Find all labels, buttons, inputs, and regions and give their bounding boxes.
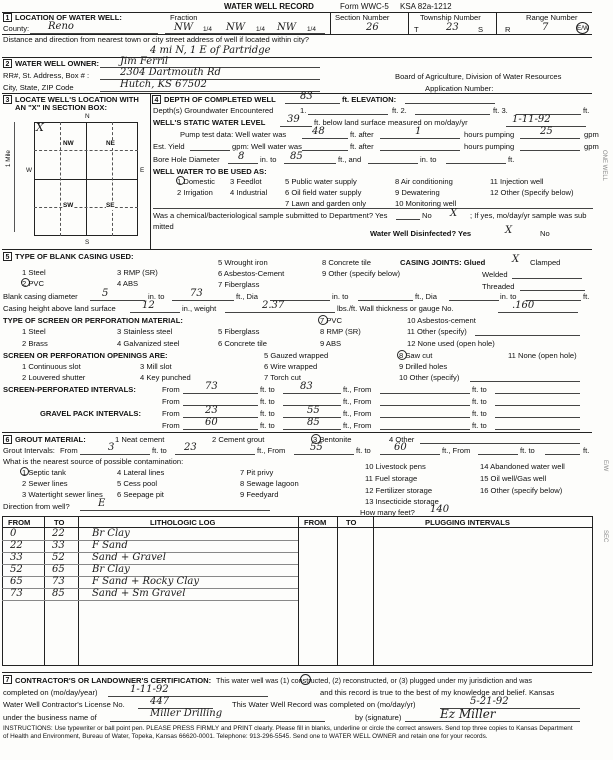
gravel-ft-to-2: ft. to [260, 421, 275, 430]
north-label: N [85, 113, 90, 120]
grout-to-2[interactable]: 60 [394, 442, 407, 453]
log-to-header: TO [54, 518, 65, 527]
how-many-label: How many feet? [360, 508, 415, 517]
grout-ft-to-3: ft. to [520, 446, 535, 455]
contam-15[interactable]: 15 Oil well/Gas well [480, 474, 547, 483]
completed-value[interactable]: 1-11-92 [130, 684, 169, 695]
groundwater-label: Depth(s) Groundwater Encountered [153, 106, 274, 115]
screen-int-ft-to-2: ft. to [260, 397, 275, 406]
use-11[interactable]: 11 Injection well [490, 177, 544, 186]
casing-1[interactable]: 1 Steel [22, 268, 46, 277]
diameter-value[interactable]: 5 [102, 288, 109, 299]
screen-3[interactable]: 3 Stainless steel [117, 327, 173, 336]
log-lithologic-header: LITHOLOGIC LOG [150, 518, 216, 527]
diameter-in-to-3: in. to [500, 292, 517, 301]
gravel-ft-to-1b: ft. to [472, 409, 487, 418]
opening-8[interactable]: 8 Saw cut [399, 351, 433, 360]
screen-12[interactable]: 12 None used (open hole) [407, 339, 495, 348]
gravel-to-value-1[interactable]: 55 [307, 405, 320, 416]
how-many-value[interactable]: 140 [430, 504, 450, 515]
location-label: LOCATION OF WATER WELL: [15, 13, 122, 22]
address-value[interactable]: 2304 Dartmouth Rd [120, 67, 221, 78]
screen-int-ft-from-2: ft., From [343, 397, 372, 406]
contam-12[interactable]: 12 Fertilizer storage [365, 486, 433, 495]
contam-4[interactable]: 4 Lateral lines [117, 468, 165, 477]
use-1[interactable]: 1 Domestic [177, 177, 215, 186]
pump-value[interactable]: 48 [312, 126, 325, 137]
opening-3[interactable]: 3 Mill slot [140, 362, 172, 371]
grout-intervals-label: Grout Intervals: [3, 446, 55, 455]
signature-value[interactable]: Ez Miller [440, 707, 496, 721]
screen-11[interactable]: 11 Other (specify) [407, 327, 467, 336]
fraction-2-value[interactable]: NW [226, 22, 246, 33]
depth-label: DEPTH OF COMPLETED WELL [164, 95, 276, 104]
est-yield-label: Est. Yield [153, 142, 185, 151]
contam-1[interactable]: 1 Septic tank [22, 468, 66, 477]
ksa-number: KSA 82a-1212 [400, 2, 452, 11]
opening-10[interactable]: 10 Other (specify) [399, 373, 460, 382]
screen-int-from-2: From [162, 397, 180, 406]
grout-ft-end: ft. [583, 446, 590, 455]
grout-ft-to-2: ft. to [356, 446, 371, 455]
section-3-number: 3 [3, 95, 12, 104]
log-row-from: 52 [10, 564, 23, 575]
distance-value[interactable]: 4 mi N, 1 E of Partridge [150, 45, 271, 56]
gravel-from-1: From [162, 409, 180, 418]
static-label: WELL'S STATIC WATER LEVEL [153, 118, 266, 127]
sample-if: ; If yes, mo/day/yr sample was sub [470, 211, 587, 220]
quadrant-sw: SW [63, 202, 74, 209]
contam-2[interactable]: 2 Sewer lines [22, 479, 68, 488]
grout-3[interactable]: 3 Bentonite [313, 435, 352, 444]
location-x-mark: X [36, 121, 44, 134]
casing-2[interactable]: 2 PVC [22, 279, 44, 288]
contam-3[interactable]: 3 Watertight sewer lines [22, 490, 103, 499]
record-text: This Water Well Record was completed on (mo/day/yr) [232, 700, 416, 709]
log-row-desc: Br Clay [92, 564, 130, 575]
joints-welded[interactable]: Welded [482, 270, 508, 279]
contamination-label: What is the nearest source of possible contamination: [3, 457, 184, 466]
form-number: Form WWC-5 [340, 2, 389, 11]
quadrant-se: SE [106, 202, 115, 209]
pump-ft-after: ft. after [350, 130, 374, 139]
height-in-weight: in., weight [182, 304, 217, 313]
edge-mark-3: SEC [602, 530, 608, 543]
mile-label: 1 Mile [5, 150, 12, 168]
business-value[interactable]: Miller Drilling [150, 708, 223, 719]
quadrant-ne: NE [106, 140, 115, 147]
range-r: R [505, 25, 511, 34]
sample-no: No [422, 211, 432, 220]
casing-5[interactable]: 5 Wrought iron [218, 258, 268, 267]
owner-label: WATER WELL OWNER: [15, 59, 100, 68]
grout-1[interactable]: 1 Neat cement [115, 435, 165, 444]
grout-ft-to-1: ft. to [152, 446, 167, 455]
gravel-to-value-2[interactable]: 85 [307, 417, 320, 428]
certification-label: CONTRACTOR'S OR LANDOWNER'S CERTIFICATION: [15, 676, 212, 685]
use-label: WELL WATER TO BE USED AS: [153, 167, 267, 176]
diameter-to[interactable]: 73 [190, 288, 203, 299]
screen-5[interactable]: 5 Fiberglass [218, 327, 260, 336]
city-value[interactable]: Hutch, KS 67502 [120, 79, 207, 90]
joints-x[interactable]: X [512, 254, 520, 265]
log-row-from: 22 [10, 540, 23, 551]
casing-9[interactable]: 9 Other (specify below) [322, 269, 401, 278]
pump-gpm: gpm [584, 130, 599, 139]
est-gpm-label: gpm: Well water was [232, 142, 302, 151]
section-2-number: 2 [3, 59, 12, 68]
edge-mark-2: E/W [602, 460, 608, 472]
diameter-ft-end: ft. [583, 292, 590, 301]
screen-9[interactable]: 9 ABS [320, 339, 342, 348]
log-row-desc: Sand + Gravel [92, 552, 166, 563]
casing-7[interactable]: 7 Fiberglass [218, 280, 260, 289]
log-row-desc: F Sand + Rocky Clay [92, 576, 200, 587]
fraction-1-value[interactable]: NW [174, 22, 194, 33]
use-4[interactable]: 4 Industrial [230, 188, 268, 197]
screen-10[interactable]: 10 Asbestos-cement [407, 316, 476, 325]
static-text: ft. below land surface measured on mo/day/yr [314, 118, 468, 127]
depth-value[interactable]: 83 [300, 91, 313, 102]
diameter-in-to: in. to [148, 292, 165, 301]
owner-value[interactable]: Jim Ferril [120, 56, 169, 67]
plugging-header: PLUGGING INTERVALS [425, 518, 510, 527]
gravel-ft-to-1: ft. to [260, 409, 275, 418]
plug-to-header: TO [346, 518, 357, 527]
joints-threaded[interactable]: Threaded [482, 282, 515, 291]
contam-14[interactable]: 14 Abandoned water well [480, 462, 565, 471]
range-label: Range Number [526, 13, 578, 22]
county-label: County: [3, 24, 30, 33]
est-hours-pumping: hours pumping [464, 142, 515, 151]
quarter-mark-3: 1/4 [307, 26, 316, 33]
section-4-number: 4 [152, 95, 161, 104]
log-row-from: 65 [10, 576, 23, 587]
bore-value[interactable]: 8 [238, 151, 245, 162]
grout-ft-from-1: ft., From [257, 446, 286, 455]
instructions-line-2: of Health and Environment, Bureau of Water, Topeka, Kansas 66620-0001. Telephone: 913-296-5545. Send one to WATER WELL OWNER and retain one for your records. [3, 733, 488, 740]
static-date[interactable]: 1-11-92 [512, 114, 551, 125]
county-value[interactable]: Reno [48, 21, 74, 32]
grout-2[interactable]: 2 Cement grout [212, 435, 265, 444]
grout-from-1[interactable]: 3 [108, 442, 115, 453]
casing-3[interactable]: 3 RMP (SR) [117, 268, 158, 277]
signature-label: by (signature) [355, 713, 402, 722]
bore-to[interactable]: 85 [290, 151, 303, 162]
log-row-to: 52 [52, 552, 65, 563]
gw-ft: ft. [583, 106, 590, 115]
opening-9[interactable]: 9 Drilled holes [399, 362, 448, 371]
township-label: Township Number [420, 13, 481, 22]
address-label: RR#, St. Address, Box # : [3, 71, 90, 80]
use-5[interactable]: 5 Public water supply [285, 177, 357, 186]
range-ew[interactable]: E/W [577, 25, 590, 32]
contam-10[interactable]: 10 Livestock pens [365, 462, 426, 471]
log-row-from: 73 [10, 588, 23, 599]
mitted-label: mitted [153, 222, 174, 231]
casing-4[interactable]: 4 ABS [117, 279, 139, 288]
est-ft-after: ft. after [350, 142, 374, 151]
screen-int-ft-from-1: ft., From [343, 385, 372, 394]
business-label: under the business name of [3, 713, 97, 722]
completed-text: and this record is true to the best of my knowledge and belief. Kansas [320, 688, 555, 697]
weight-value[interactable]: 2.37 [262, 300, 285, 311]
screen-label: TYPE OF SCREEN OR PERFORATION MATERIAL: [3, 316, 183, 325]
city-label: City, State, ZIP Code [3, 83, 74, 92]
south-label: S [85, 239, 90, 246]
license-value[interactable]: 447 [150, 696, 170, 707]
height-label: Casing height above land surface [3, 304, 116, 313]
log-row-to: 33 [52, 540, 65, 551]
use-10[interactable]: 10 Monitoring well [395, 199, 457, 208]
grout-to-1[interactable]: 23 [184, 442, 197, 453]
use-2[interactable]: 2 Irrigation [177, 188, 213, 197]
screen-int-ft-to-1: ft. to [260, 385, 275, 394]
bore-ft-and: ft., and [338, 155, 362, 164]
elevation-label: ft. ELEVATION: [342, 95, 397, 104]
gw-3: ft. 3. [493, 106, 508, 115]
use-9[interactable]: 9 Dewatering [395, 188, 440, 197]
casing-label: TYPE OF BLANK CASING USED: [15, 252, 134, 261]
completed-label: completed on (mo/day/year) [3, 688, 98, 697]
screen-6[interactable]: 6 Concrete tile [218, 339, 267, 348]
direction-value[interactable]: E [98, 498, 106, 509]
joints-clamped[interactable]: Clamped [530, 258, 561, 267]
casing-8[interactable]: 8 Concrete tile [322, 258, 371, 267]
township-t: T [414, 25, 419, 34]
gravel-ft-from-2: ft., From [343, 421, 372, 430]
pump-hours[interactable]: 1 [415, 126, 422, 137]
use-8[interactable]: 8 Air conditioning [395, 177, 453, 186]
section-5-number: 5 [3, 252, 12, 261]
disinfected-no: No [540, 229, 550, 238]
log-row-desc: Sand + Sm Gravel [92, 588, 186, 599]
log-from-header: FROM [8, 518, 31, 527]
distance-label: Distance and direction from nearest town or city street address of well if located within city? [3, 35, 309, 44]
pump-label: Pump test data: Well water was [180, 130, 287, 139]
contam-7[interactable]: 7 Pit privy [240, 468, 274, 477]
opening-1[interactable]: 1 Continuous slot [22, 362, 81, 371]
direction-label: Direction from well? [3, 502, 70, 511]
form-title: WATER WELL RECORD [224, 2, 314, 11]
log-row-to: 73 [52, 576, 65, 587]
disinfected-label: Water Well Disinfected? Yes [370, 229, 472, 238]
pump-hours-pumping: hours pumping [464, 130, 515, 139]
locate-label-2: AN "X" IN SECTION BOX: [15, 103, 108, 112]
fraction-3-value[interactable]: NW [277, 22, 297, 33]
est-gpm: gpm [584, 142, 599, 151]
grout-4[interactable]: 4 Other [389, 435, 415, 444]
instructions-line-1: INSTRUCTIONS: Use typewriter or ball point pen. PLEASE PRESS FIRMLY and PRINT clearly. Please fill in blanks, underline or circle the correct answers. Send top three copies to Kansas Department [3, 725, 573, 732]
use-12[interactable]: 12 Other (Specify below) [490, 188, 574, 197]
gravel-ft-from-1: ft., From [343, 409, 372, 418]
openings-label: SCREEN OR PERFORATION OPENINGS ARE: [3, 351, 168, 360]
joints-label: CASING JOINTS: Glued [400, 258, 486, 267]
quarter-mark-1: 1/4 [203, 26, 212, 33]
diameter-label: Blank casing diameter [3, 292, 78, 301]
west-label: W [26, 167, 33, 174]
log-row-desc: Br Clay [92, 528, 130, 539]
use-6[interactable]: 6 Oil field water supply [285, 188, 362, 197]
contam-13[interactable]: 13 Insecticide storage [365, 497, 439, 506]
diameter-in-to-2: in. to [332, 292, 349, 301]
edge-mark-1: ONE WELL [601, 150, 607, 182]
section-7-number: 7 [3, 675, 12, 684]
screen-int-from-1: From [162, 385, 180, 394]
board-label: Board of Agriculture, Division of Water Resources [395, 72, 562, 81]
section-number-label: Section Number [335, 13, 390, 22]
use-7[interactable]: 7 Lawn and garden only [285, 199, 367, 208]
screen-int-ft-to-1b: ft. to [472, 385, 487, 394]
bore-in-to: in. to [260, 155, 277, 164]
log-row-to: 85 [52, 588, 65, 599]
log-row-to: 22 [52, 528, 65, 539]
gauge-value[interactable]: .160 [512, 300, 535, 311]
gravel-from-value-2[interactable]: 60 [205, 417, 218, 428]
township-value[interactable]: 23 [446, 22, 459, 33]
pump-gpm-value[interactable]: 25 [540, 126, 553, 137]
log-row-to: 65 [52, 564, 65, 575]
disinfected-x[interactable]: X [505, 225, 513, 236]
opening-6[interactable]: 6 Wire wrapped [264, 362, 318, 371]
screen-8[interactable]: 8 RMP (SR) [320, 327, 361, 336]
log-row-from: 33 [10, 552, 23, 563]
contam-5[interactable]: 5 Cess pool [117, 479, 158, 488]
contam-6[interactable]: 6 Seepage pit [117, 490, 164, 499]
quadrant-nw: NW [63, 140, 74, 147]
certification-text: This water well was (1) constructed, (2) reconstructed, or (3) plugged under my jurisdiction and was [216, 676, 532, 685]
opening-11[interactable]: 11 None (open hole) [508, 351, 577, 360]
contam-16[interactable]: 16 Other (specify below) [480, 486, 563, 495]
section-1-number: 1 [3, 13, 12, 22]
sample-label: Was a chemical/bacteriological sample submitted to Department? Yes [153, 211, 388, 220]
bore-ft: ft. [508, 155, 515, 164]
gravel-label: GRAVEL PACK INTERVALS: [40, 409, 141, 418]
gravel-from-value-1[interactable]: 23 [205, 405, 218, 416]
record-value[interactable]: 5-21-92 [470, 696, 509, 707]
township-s: S [478, 25, 484, 34]
screen-int-ft-to-2b: ft. to [472, 397, 487, 406]
height-value[interactable]: 12 [142, 300, 155, 311]
use-3[interactable]: 3 Feedlot [230, 177, 262, 186]
fraction-label: Fraction [170, 13, 198, 22]
log-row-from: 0 [10, 528, 17, 539]
screen-2[interactable]: 2 Brass [22, 339, 48, 348]
quarter-mark-2: 1/4 [256, 26, 265, 33]
static-value[interactable]: 39 [287, 114, 300, 125]
log-row-desc: F Sand [92, 540, 128, 551]
bore-label: Bore Hole Diameter [153, 155, 220, 164]
contam-8[interactable]: 8 Sewage lagoon [240, 479, 299, 488]
grout-label: GROUT MATERIAL: [15, 435, 86, 444]
opening-5[interactable]: 5 Gauzed wrapped [264, 351, 329, 360]
grout-from-word: From [60, 446, 78, 455]
plug-from-header: FROM [304, 518, 327, 527]
gw-1: 1. [300, 106, 307, 115]
application-label: Application Number: [425, 84, 494, 93]
range-value[interactable]: 7 [542, 22, 549, 33]
section-number-value[interactable]: 26 [366, 22, 379, 33]
screen-to-value[interactable]: 83 [300, 381, 313, 392]
diameter-ft-dia-2: ft., Dia [415, 292, 437, 301]
lbs-ft-label: lbs./ft. Wall thickness or gauge No. [337, 304, 454, 313]
screen-1[interactable]: 1 Steel [22, 327, 46, 336]
gw-2: ft. 2. [392, 106, 407, 115]
gravel-from-2: From [162, 421, 180, 430]
opening-4[interactable]: 4 Key punched [140, 373, 191, 382]
grout-from-2[interactable]: 55 [310, 442, 323, 453]
screen-4[interactable]: 4 Galvanized steel [117, 339, 180, 348]
casing-6[interactable]: 6 Asbestos-Cement [218, 269, 285, 278]
locate-label: LOCATE WELL'S LOCATION WITH [15, 95, 139, 104]
section-6-number: 6 [3, 435, 12, 444]
east-label: E [140, 167, 145, 174]
license-label: Water Well Contractor's License No. [3, 700, 125, 709]
gravel-ft-to-2b: ft. to [472, 421, 487, 430]
sample-x[interactable]: X [450, 208, 458, 219]
grout-ft-from-2: ft., From [442, 446, 471, 455]
screen-intervals-label: SCREEN-PERFORATED INTERVALS: [3, 385, 136, 394]
opening-7[interactable]: 7 Torch cut [264, 373, 302, 382]
screen-from-value[interactable]: 73 [205, 381, 218, 392]
contam-9[interactable]: 9 Feedyard [240, 490, 279, 499]
bore-in-to-2: in. to [420, 155, 437, 164]
contam-11[interactable]: 11 Fuel storage [365, 474, 418, 483]
opening-2[interactable]: 2 Louvered shutter [22, 373, 86, 382]
screen-7[interactable]: 7 PVC [320, 316, 342, 325]
diameter-ft-dia: ft., Dia [236, 292, 258, 301]
